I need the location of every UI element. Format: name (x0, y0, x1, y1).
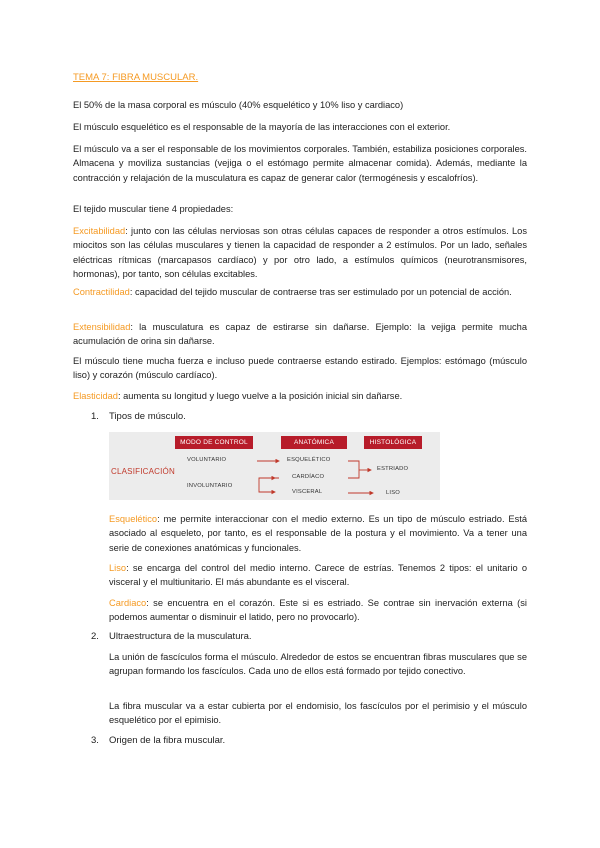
paragraph-extensibilidad (73, 320, 527, 349)
paragraph-contractilidad (73, 285, 527, 299)
list-item (91, 410, 186, 424)
text-excitabilidad: : junto con las células nerviosas son otras células capaces de responder a otros estímulos. Los miocitos son las células musculares y tienen la capacidad de responder a 2 estímulos. Por un lado, señales eléctricas rítmicas (marcapasos cardíaco) y por otro lado, a estímulos químicos (neurotransmisores, hormonas), por tanto, son células excitables. (73, 226, 527, 280)
label-liso: LISO (386, 490, 401, 496)
paragraph-esqueletico (109, 512, 527, 555)
term-cardiaco: Cardiaco (109, 598, 147, 608)
label-visceral: VISCERAL (292, 489, 323, 495)
list-label: Ultraestructura de la musculatura. (109, 631, 252, 642)
label-estriado: ESTRIADO (377, 466, 409, 472)
header-anatomica: ANATÓMICA (281, 436, 347, 449)
text-elasticidad: : aumenta su longitud y luego vuelve a la posición inicial sin dañarse. (117, 391, 403, 401)
paragraph-muscle-functions: El músculo va a ser el responsable de los movimientos corporales. También, estabiliza posiciones corporales. Almacena y moviliza sustancias (vejiga o el estómago permite almacenar comida). Además, mediante la contracción y relajación de la musculatura es capaz de generar calor (termogénesis y escalofríos). (73, 144, 527, 183)
paragraph-excitabilidad (73, 224, 527, 282)
list-number: 3. (91, 735, 99, 746)
list-number: 1. (91, 411, 99, 422)
paragraph-muscle-mass: El 50% de la masa corporal es músculo (40% esquelético y 10% liso y cardiaco) (73, 100, 404, 110)
label-cardiaco: CARDÍACO (292, 474, 325, 480)
classification-figure (109, 432, 440, 500)
text-extensibilidad: : la musculatura es capaz de estirarse sin dañarse. Ejemplo: la vejiga permite mucha acumulación de orina sin dañarse. (73, 322, 527, 347)
list-number: 2. (91, 631, 99, 642)
paragraph-skeletal-muscle: El músculo esquelético es el responsable de la mayoría de las interacciones con el exterior. (73, 122, 451, 132)
label-voluntario: VOLUNTARIO (187, 457, 227, 463)
term-extensibilidad: Extensibilidad (73, 322, 131, 332)
term-contractilidad: Contractilidad (73, 287, 130, 297)
paragraph-cardiaco (109, 596, 527, 625)
paragraph-elasticidad (73, 389, 527, 403)
paragraph-liso (109, 561, 527, 590)
list-item (91, 734, 225, 748)
text-liso: : se encarga del control del medio interno. Carece de estrías. Tenemos 2 tipos: el unitario o visceral y el multiunitario. El más abundante es el visceral. (109, 563, 527, 588)
paragraph-properties-intro: El tejido muscular tiene 4 propiedades: (73, 204, 234, 214)
label-esqueletico: ESQUELÉTICO (287, 457, 331, 463)
classification-label: CLASIFICACIÓN (111, 467, 175, 476)
paragraph-muscle-force: El músculo tiene mucha fuerza e incluso puede contraerse estando estirado. Ejemplos: estómago (músculo liso) y corazón (músculo cardíaco). (73, 356, 527, 381)
document-title: TEMA 7: FIBRA MUSCULAR. (73, 72, 199, 83)
paragraph-fasciculos: La unión de fascículos forma el músculo. Alrededor de estos se encuentran fibras musculares que se agrupan formando los fascículos. Cada uno de ellos está formado por tejido conectivo. (109, 652, 527, 677)
text-contractilidad: : capacidad del tejido muscular de contraerse tras ser estimulado por un potencial de acción. (129, 287, 512, 297)
term-excitabilidad: Excitabilidad (73, 226, 126, 236)
term-liso: Liso (109, 563, 127, 573)
header-histologica: HISTOLÓGICA (364, 436, 422, 449)
list-item (91, 630, 252, 644)
text-esqueletico: : me permite interaccionar con el medio externo. Es un tipo de músculo estriado. Está asociado al esqueleto, por tanto, es el responsable de la postura y el movimiento. Va a tener una serie de conexiones anatómicas y funcionales. (109, 514, 527, 553)
term-esqueletico: Esquelético (109, 514, 158, 524)
term-elasticidad: Elasticidad (73, 391, 118, 401)
text-cardiaco: : se encuentra en el corazón. Este si es estriado. Se contrae sin inervación externa (si podemos aumentar o disminuir el latido, pero no provocarlo). (109, 598, 527, 623)
list-label: Tipos de músculo. (109, 411, 186, 422)
header-modo-de-control: MODO DE CONTROL (175, 436, 253, 449)
list-label: Origen de la fibra muscular. (109, 735, 226, 746)
label-involuntario: INVOLUNTARIO (187, 483, 233, 489)
paragraph-fibra-cubierta: La fibra muscular va a estar cubierta por el endomisio, los fascículos por el perimisio y el músculo esquelético por el epimisio. (109, 701, 527, 726)
